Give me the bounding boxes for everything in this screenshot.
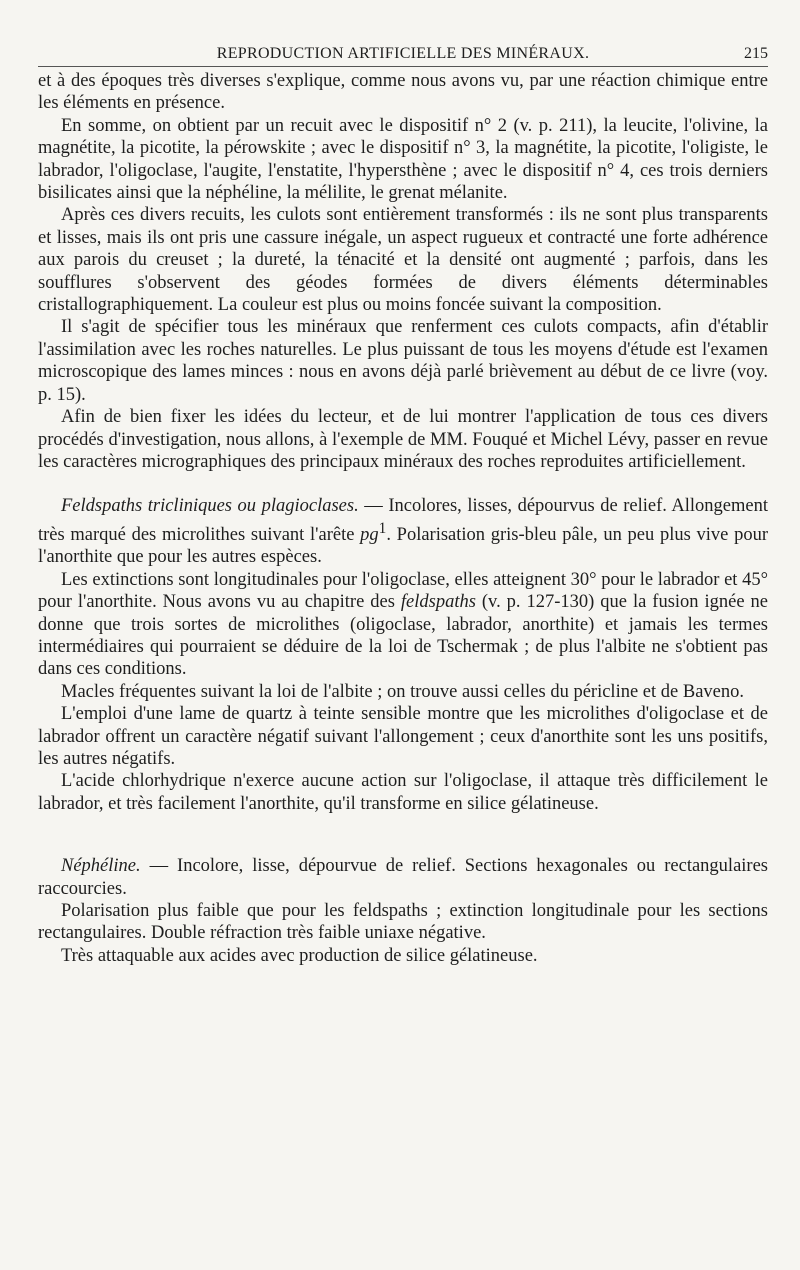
running-title: REPRODUCTION ARTIFICIELLE DES MINÉRAUX. — [216, 45, 590, 62]
page-number: 215 — [744, 45, 768, 62]
text-run: Les extinctions sont longitudinales pour l'oligoclase, elles atteignent 30° pour le labrador et 45° pour l'anorthite. Nous avons vu au chapitre des — [38, 569, 768, 613]
section-term: Néphéline. — [61, 856, 141, 877]
section-nepheline — [38, 855, 768, 967]
paragraph: L'acide chlorhydrique n'exerce aucune action sur l'oligoclase, il attaque très difficilement le labrador, et très facilement l'anorthite, qu'il transforme en silice gélatineuse. — [38, 771, 768, 814]
paragraph: L'emploi d'une lame de quartz à teinte sensible montre que les microlithes d'oligoclase et de labrador offrent un caractère négatif suivant l'allongement ; ceux d'anorthite sont les uns positifs, les autres négatifs. — [38, 704, 768, 769]
lead-text: — Incolores, lisses, dépourvus de relief. Allongement très marqué des microlithes suivant l'arête — [38, 496, 768, 545]
page-header — [38, 44, 768, 67]
paragraph: Après ces divers recuits, les culots sont entièrement transformés : ils ne sont plus transparents et lisses, mais ils ont pris une cassure inégale, un aspect rugueux et contracté une forte adhérence aux parois du creuset ; la dureté, la ténacité et la densité ont augmenté ; parfois, dans les soufflures s'observent des géodes formées de divers éléments déterminables cristallographiquement. La couleur est plus ou moins foncée suivant la composition. — [38, 205, 768, 316]
paragraph: En somme, on obtient par un recuit avec le dispositif n° 2 (v. p. 211), la leucite, l'olivine, la magnétite, la picotite, la pérowskite ; avec le dispositif n° 3, la magnétite, la picotite, l'oligiste, le labrador, l'oligoclase, l'augite, l'enstatite, l'hypersthène ; avec le dispositif n° 4, ces trois derniers bisilicates ainsi que la néphéline, la mélilite, le grenat mélanite. — [38, 115, 768, 204]
paragraph: Afin de bien fixer les idées du lecteur, et de lui montrer l'application de tous ces divers procédés d'investigation, nous allons, à l'exemple de MM. Fouqué et Michel Lévy, passer en revue les caractères micrographiques des principaux minéraux des roches reproduites artificiellement. — [38, 407, 768, 472]
crystal-edge-symbol: pg — [360, 524, 379, 545]
crystal-edge-exponent: 1 — [378, 519, 387, 537]
paragraph: et à des époques très diverses s'explique, comme nous avons vu, par une réaction chimique entre les éléments en présence. — [38, 71, 768, 114]
lead-text: — Incolore, lisse, dépourvue de relief. Sections hexagonales ou rectangulaires raccourcies. — [38, 856, 768, 899]
section-lead — [38, 495, 768, 568]
section-term: Feldspaths tricliniques ou plagioclases. — [61, 496, 359, 517]
section-lead — [38, 855, 768, 900]
page-body — [38, 70, 768, 967]
paragraph: Très attaquable aux acides avec production de silice gélatineuse. — [61, 945, 538, 966]
paragraph: Macles fréquentes suivant la loi de l'albite ; on trouve aussi celles du péricline et de Baveno. — [61, 681, 744, 702]
paragraph: Il s'agit de spécifier tous les minéraux que renferment ces culots compacts, afin d'établir l'assimilation avec les roches naturelles. Le plus puissant de tous les moyens d'étude est l'examen microscopique des lames minces : nous en avons déjà parlé brièvement au début de ce livre (voy. p. 15). — [38, 317, 768, 405]
section-feldspaths — [38, 495, 768, 815]
paragraph — [38, 569, 768, 681]
text-run: (v. p. 127-130) que la fusion ignée ne donne que trois sortes de microlithes (oligoclase, labrador, anorthite) et jamais les termes intermédiaires qui pourraient se déduire de la loi de Tschermak ; de plus l'albite ne s'obtient pas dans ces conditions. — [38, 592, 768, 680]
lead-text-end: . Polarisation gris-bleu pâle, un peu plus vive pour l'anorthite que pour les autres espèces. — [38, 524, 768, 568]
italic-term: feldspaths — [400, 592, 476, 613]
paragraph: Polarisation plus faible que pour les feldspaths ; extinction longitudinale pour les sections rectangulaires. Double réfraction très faible uniaxe négative. — [38, 900, 768, 944]
